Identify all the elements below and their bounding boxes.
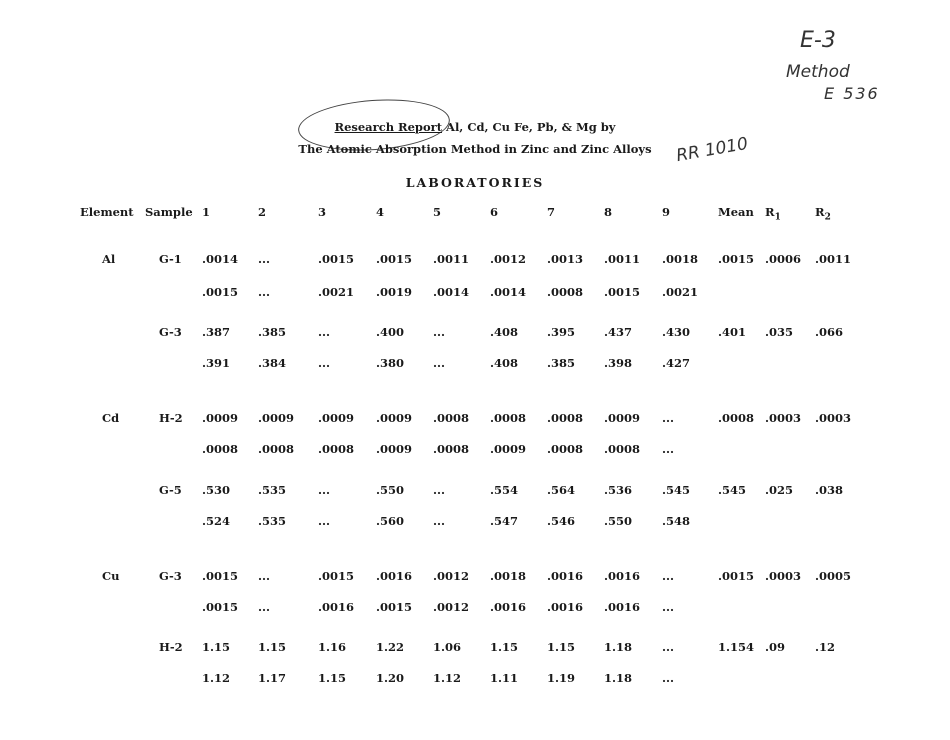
table-cell: 1.11: [490, 671, 519, 685]
table-cell: .0015: [604, 285, 641, 299]
table-cell: .0011: [815, 252, 852, 266]
table-cell: .400: [376, 325, 405, 339]
table-cell: ...: [433, 325, 446, 339]
column-header: 1: [202, 205, 211, 219]
table-cell: .560: [376, 514, 405, 528]
table-cell: .0015: [718, 252, 755, 266]
table-cell: .0018: [662, 252, 699, 266]
column-header: 6: [490, 205, 499, 219]
sample-label: G-3: [159, 569, 182, 583]
table-cell: .0008: [202, 442, 239, 456]
table-cell: .385: [547, 356, 576, 370]
table-cell: .0016: [547, 600, 584, 614]
table-cell: .536: [604, 483, 633, 497]
sample-label: G-1: [159, 252, 182, 266]
sample-label: G-3: [159, 325, 182, 339]
table-cell: .545: [718, 483, 747, 497]
column-header: 2: [258, 205, 267, 219]
table-cell: .0014: [202, 252, 239, 266]
table-cell: .401: [718, 325, 747, 339]
table-cell: .391: [202, 356, 231, 370]
table-cell: .524: [202, 514, 231, 528]
table-cell: .025: [765, 483, 794, 497]
element-label: Cd: [102, 411, 120, 425]
table-cell: .387: [202, 325, 231, 339]
table-cell: .380: [376, 356, 405, 370]
table-cell: ...: [662, 671, 675, 685]
table-cell: .0013: [547, 252, 584, 266]
table-cell: .437: [604, 325, 633, 339]
table-cell: .550: [376, 483, 405, 497]
table-cell: 1.16: [318, 640, 347, 654]
table-cell: 1.154: [718, 640, 755, 654]
table-cell: 1.15: [258, 640, 287, 654]
table-cell: .0003: [765, 411, 802, 425]
table-cell: .0005: [815, 569, 852, 583]
table-cell: .0009: [490, 442, 527, 456]
table-cell: .0008: [433, 411, 470, 425]
table-cell: .427: [662, 356, 691, 370]
table-cell: .0008: [604, 442, 641, 456]
table-cell: .0008: [547, 411, 584, 425]
table-cell: .548: [662, 514, 691, 528]
table-cell: .09: [765, 640, 786, 654]
table-cell: .545: [662, 483, 691, 497]
table-cell: ...: [662, 600, 675, 614]
table-cell: .0021: [318, 285, 355, 299]
table-cell: .0009: [376, 411, 413, 425]
table-cell: .0015: [318, 252, 355, 266]
table-cell: .554: [490, 483, 519, 497]
table-cell: .0006: [765, 252, 802, 266]
table-cell: ...: [258, 285, 271, 299]
table-cell: 1.18: [604, 640, 633, 654]
table-cell: 1.15: [547, 640, 576, 654]
table-cell: ...: [318, 356, 331, 370]
table-cell: .0003: [815, 411, 852, 425]
element-label: Cu: [102, 569, 120, 583]
table-cell: .0015: [376, 252, 413, 266]
column-header: Sample: [145, 205, 193, 219]
column-header: 3: [318, 205, 327, 219]
table-cell: 1.19: [547, 671, 576, 685]
table-cell: .0008: [490, 411, 527, 425]
table-cell: ...: [318, 483, 331, 497]
table-cell: .408: [490, 325, 519, 339]
table-cell: 1.18: [604, 671, 633, 685]
column-header: Mean: [718, 205, 754, 219]
table-cell: .0019: [376, 285, 413, 299]
table-cell: .398: [604, 356, 633, 370]
table-cell: .384: [258, 356, 287, 370]
table-cell: .0009: [376, 442, 413, 456]
table-cell: .0021: [662, 285, 699, 299]
table-cell: .550: [604, 514, 633, 528]
table-cell: ...: [258, 569, 271, 583]
report-subtitle: The Atomic Absorption Method in Zinc and Zinc Alloys: [298, 142, 652, 156]
table-cell: .12: [815, 640, 836, 654]
table-cell: ...: [433, 514, 446, 528]
report-title-prefix: Research Report: [334, 120, 443, 134]
table-cell: .0015: [202, 600, 239, 614]
table-cell: .0016: [318, 600, 355, 614]
report-title: [0, 120, 950, 134]
table-cell: ...: [662, 569, 675, 583]
table-cell: ...: [318, 325, 331, 339]
table-cell: .0008: [547, 442, 584, 456]
table-cell: .0018: [490, 569, 527, 583]
table-cell: .546: [547, 514, 576, 528]
table-cell: .066: [815, 325, 844, 339]
element-label: Al: [102, 252, 116, 266]
laboratories-heading: LABORATORIES: [405, 175, 545, 190]
table-cell: 1.15: [490, 640, 519, 654]
table-cell: 1.20: [376, 671, 405, 685]
column-header: 8: [604, 205, 613, 219]
column-header: 4: [376, 205, 385, 219]
table-cell: .0009: [202, 411, 239, 425]
table-cell: 1.22: [376, 640, 405, 654]
table-cell: .0008: [718, 411, 755, 425]
column-header: 9: [662, 205, 671, 219]
table-cell: ...: [662, 411, 675, 425]
table-cell: .0008: [433, 442, 470, 456]
table-cell: .0012: [490, 252, 527, 266]
column-header: 7: [547, 205, 556, 219]
sample-label: H-2: [159, 640, 183, 654]
table-cell: .0015: [376, 600, 413, 614]
table-cell: .0014: [433, 285, 470, 299]
table-cell: 1.12: [202, 671, 231, 685]
table-cell: .0009: [258, 411, 295, 425]
table-cell: .408: [490, 356, 519, 370]
table-cell: ...: [318, 514, 331, 528]
table-cell: .0009: [604, 411, 641, 425]
handwritten-method-label: Method: [786, 62, 850, 82]
table-cell: .0015: [202, 569, 239, 583]
table-cell: .0016: [547, 569, 584, 583]
table-cell: .0014: [490, 285, 527, 299]
table-cell: .035: [765, 325, 794, 339]
column-header: $R_1$: [765, 205, 781, 223]
table-cell: .0015: [318, 569, 355, 583]
table-cell: .0016: [604, 569, 641, 583]
table-cell: ...: [258, 600, 271, 614]
table-cell: 1.06: [433, 640, 462, 654]
table-cell: ...: [433, 356, 446, 370]
table-cell: .395: [547, 325, 576, 339]
table-cell: .0016: [490, 600, 527, 614]
table-cell: .0012: [433, 569, 470, 583]
handwritten-method-number: E 536: [824, 84, 880, 103]
sample-label: H-2: [159, 411, 183, 425]
table-cell: .0009: [318, 411, 355, 425]
table-cell: .535: [258, 483, 287, 497]
table-cell: .535: [258, 514, 287, 528]
table-cell: ...: [662, 442, 675, 456]
table-cell: .564: [547, 483, 576, 497]
column-header: Element: [80, 205, 134, 219]
sample-label: G-5: [159, 483, 182, 497]
table-cell: ...: [433, 483, 446, 497]
table-cell: .0008: [258, 442, 295, 456]
table-cell: .0008: [547, 285, 584, 299]
table-cell: .0015: [718, 569, 755, 583]
table-cell: 1.17: [258, 671, 287, 685]
table-cell: .0003: [765, 569, 802, 583]
table-cell: .038: [815, 483, 844, 497]
table-cell: .0016: [604, 600, 641, 614]
table-cell: .0008: [318, 442, 355, 456]
report-title-rest: Al, Cd, Cu Fe, Pb, & Mg by: [442, 120, 616, 134]
table-cell: ...: [258, 252, 271, 266]
handwritten-code: E-3: [800, 28, 836, 53]
table-cell: .0012: [433, 600, 470, 614]
handwritten-initials: RR 1010: [674, 133, 750, 167]
table-cell: .530: [202, 483, 231, 497]
table-cell: .385: [258, 325, 287, 339]
table-cell: .0016: [376, 569, 413, 583]
table-cell: .547: [490, 514, 519, 528]
table-cell: ...: [662, 640, 675, 654]
table-cell: 1.15: [318, 671, 347, 685]
table-cell: .0011: [433, 252, 470, 266]
table-cell: .430: [662, 325, 691, 339]
table-cell: 1.15: [202, 640, 231, 654]
table-cell: .0011: [604, 252, 641, 266]
table-cell: .0015: [202, 285, 239, 299]
column-header: 5: [433, 205, 442, 219]
column-header: $R_2$: [815, 205, 831, 223]
table-cell: 1.12: [433, 671, 462, 685]
